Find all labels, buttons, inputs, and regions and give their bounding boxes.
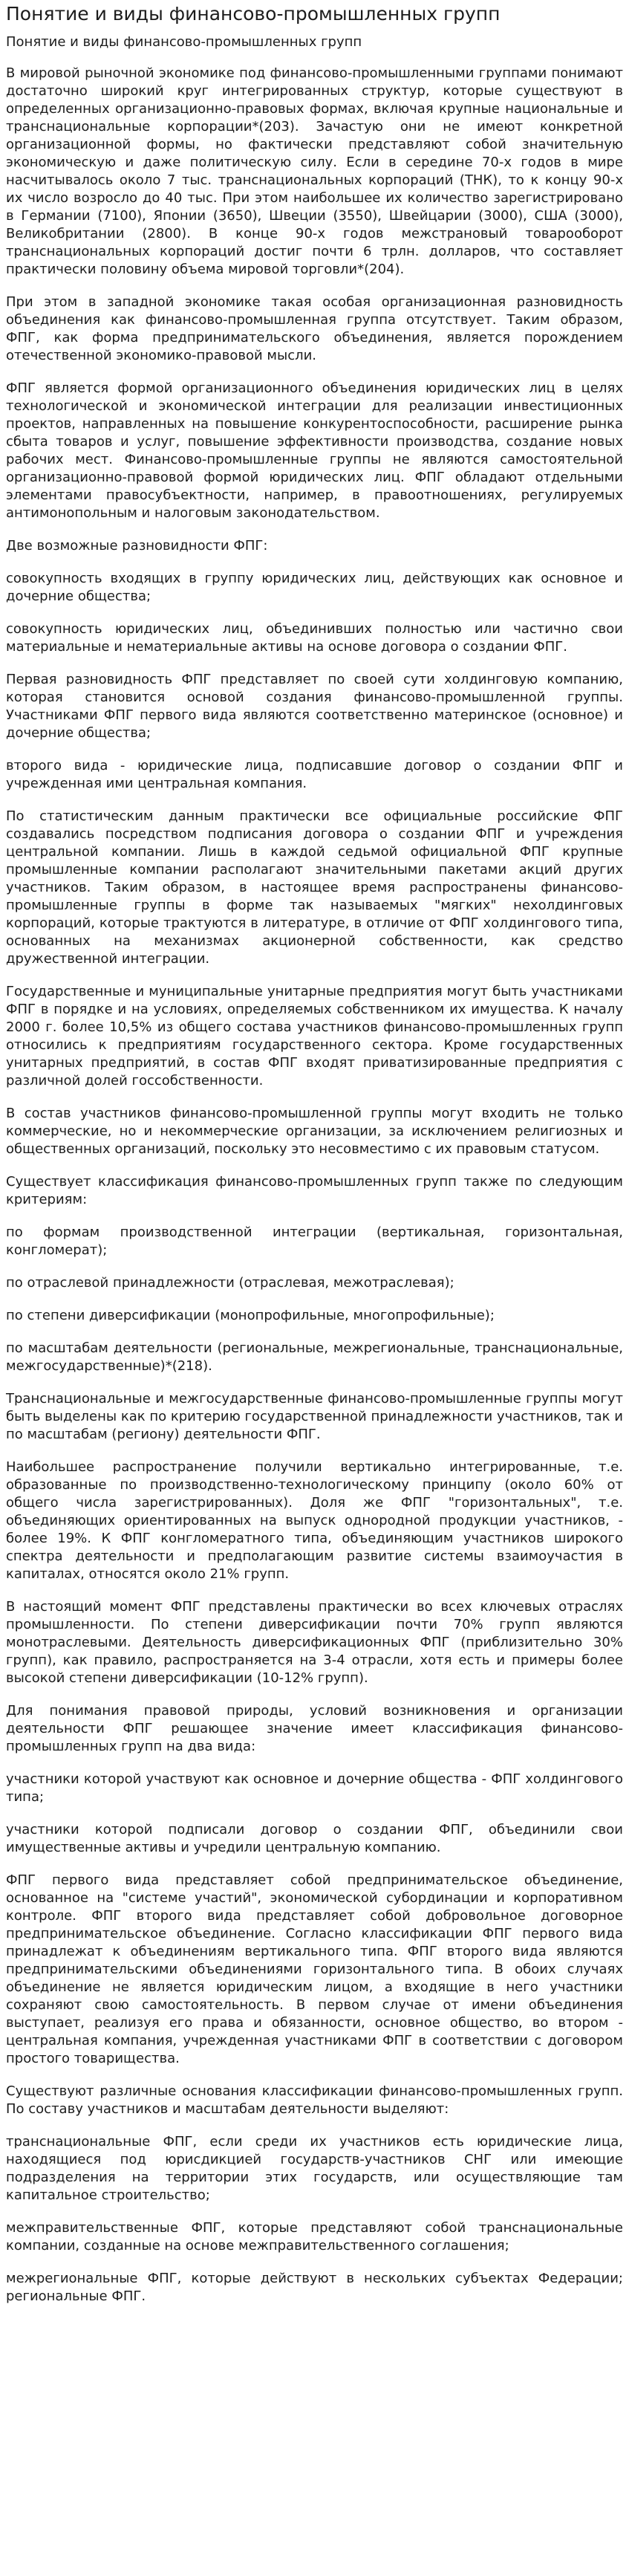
paragraph: Транснациональные и межгосударственные финансово-промышленные группы могут быть выделены как по критерию государственной принадлежности участников, так и по масштабам (региону) деятельности ФПГ. (6, 1391, 623, 1442)
paragraph: В состав участников финансово-промышленной группы могут входить не только коммерческие, но и некоммерческие организации, за исключением религиозных и общественных организаций, поскольку это несовместимо с их правовым статусом. (6, 1106, 623, 1157)
paragraph: Для понимания правовой природы, условий возникновения и организации деятельности ФПГ решающее значение имеет классификация финансово-промышленных групп на два вида: (6, 1703, 623, 1754)
paragraph: ФПГ является формой организационного объединения юридических лиц в целях технологической и экономической интеграции для реализации инвестиционных проектов, направленных на повышение конкурентоспособности, расширение рынка сбыта товаров и услуг, повышение эффективности производства, создание новых рабочих мест. Финансово-промышленные группы не являются самостоятельной организационно-правовой формой юридических лиц. ФПГ обладают отдельными элементами правосубъектности, например, в правоотношениях, регулируемых антимонопольным и налоговым законодательством. (6, 380, 623, 521)
paragraph-intro: В мировой рыночной экономике под финансово-промышленными группами понимают достаточно широкий круг интегрированных структур, которые существуют в определенных организационно-правовых формах, включая крупные национальные и транснациональные корпорации*(203). Зачастую они не имеют конкретной организационной формы, но фактически представляют собой значительную экономическую и даже политическую силу. Если в середине 70-х годов в мире насчитывалось около 7 тыс. транснациональных корпораций (ТНК), то к концу 90-х их число возросло до 40 тыс. При этом наибольшее их количество зарегистрировано в Германии (7100), Японии (3650), Швеции (3550), Швейцарии (3000), США (3000), Великобритании (2800). В конце 90-х годов межстрановый товарооборот транснациональных корпораций достиг почти 6 трлн. долларов, что составляет практически половину объема мировой торговли*(204). (6, 65, 623, 277)
paragraph: Две возможные разновидности ФПГ: (6, 538, 268, 554)
list-item: транснациональные ФПГ, если среди их участников есть юридические лица, находящиеся под юрисдикцией государств-участников СНГ или имеющие подразделения на территории этих государств, или осуществляющие там капитальное строительство; (6, 2134, 623, 2203)
paragraph: Существуют различные основания классификации финансово-промышленных групп. По составу участников и масштабам деятельности выделяют: (6, 2083, 623, 2117)
paragraph: Первая разновидность ФПГ представляет по своей сути холдинговую компанию, которая становится основой создания финансово-промышленной группы. Участниками ФПГ первого вида являются соответственно материнское (основное) и дочерние общества; (6, 672, 623, 741)
list-item: по отраслевой принадлежности (отраслевая, межотраслевая); (6, 1275, 454, 1291)
list-item: совокупность входящих в группу юридических лиц, действующих как основное и дочерние общества; (6, 571, 623, 604)
list-item: участники которой подписали договор о создании ФПГ, объединили свои имущественные активы и учредили центральную компанию. (6, 1822, 623, 1855)
paragraph: По статистическим данным практически все официальные российские ФПГ создавались посредством подписания договора о создании ФПГ и учреждения центральной компании. Лишь в каждой седьмой официальной ФПГ крупные промышленные компании располагают значительными пакетами акций других участников. Таким образом, в настоящее время распространены финансово-промышленные группы в форме так называемых "мягких" нехолдинговых корпораций, которые трактуются в литературе, в отличие от ФПГ холдингового типа, основанных на механизмах акционерной собственности, как средство дружественной интеграции. (6, 808, 623, 967)
page-title: Понятие и виды финансово-промышленных групп (6, 3, 501, 25)
paragraph: ФПГ первого вида представляет собой предпринимательское объединение, основанное на "системе участий", экономической субординации и корпоративном контроле. ФПГ второго вида представляет собой добровольное договорное предпринимательское объединение. Согласно классификации ФПГ первого вида принадлежат к объединениям вертикального типа. ФПГ второго вида являются предпринимательскими объединениями горизонтального типа. В обоих случаях объединение не является юридическим лицом, а входящие в него участники сохраняют свою самостоятельность. В первом случае от имени объединения выступает, реализуя его права и обязанности, основное общество, во втором - центральная компания, учрежденная участниками ФПГ в соответствии с договором простого товарищества. (6, 1872, 623, 2066)
list-item: межправительственные ФПГ, которые представляют собой транснациональные компании, созданные на основе межправительственного соглашения; (6, 2220, 623, 2254)
paragraph: В настоящий момент ФПГ представлены практически во всех ключевых отраслях промышленности. По степени диверсификации почти 70% групп являются монотраслевыми. Деятельность диверсификационных ФПГ (приблизительно 30% групп), как правило, распространяется на 3-4 отрасли, хотя есть и примеры более высокой степени диверсификации (10-12% групп). (6, 1599, 623, 1686)
list-item: совокупность юридических лиц, объединивших полностью или частично свои материальные и нематериальные активы на основе договора о создании ФПГ. (6, 621, 623, 655)
list-item: по степени диверсификации (монопрофильные, многопрофильные); (6, 1308, 495, 1323)
article-body (6, 65, 623, 2306)
paragraph: При этом в западной экономике такая особая организационная разновидность объединения как финансово-промышленная группа отсутствует. Таким образом, ФПГ, как форма предпринимательского объединения, является порождением отечественной экономико-правовой мысли. (6, 294, 623, 363)
list-item: по формам производственной интеграции (вертикальная, горизонтальная, конгломерат); (6, 1224, 623, 1258)
paragraph: Существует классификация финансово-промышленных групп также по следующим критериям: (6, 1174, 623, 1207)
list-item: межрегиональные ФПГ, которые действуют в нескольких субъектах Федерации; региональные ФПГ. (6, 2271, 623, 2304)
page-subtitle: Понятие и виды финансово-промышленных групп (6, 34, 362, 50)
paragraph: Государственные и муниципальные унитарные предприятия могут быть участниками ФПГ в порядке и на условиях, определяемых собственником их имущества. К началу 2000 г. более 10,5% из общего состава участников финансово-промышленных групп относились к предприятиям государственного сектора. Кроме государственных унитарных предприятий, в состав ФПГ входят приватизированные предприятия с различной долей госсобственности. (6, 984, 623, 1089)
paragraph: второго вида - юридические лица, подписавшие договор о создании ФПГ и учрежденная ими центральная компания. (6, 758, 623, 791)
paragraph: Наибольшее распространение получили вертикально интегрированные, т.е. образованные по производственно-технологическому принципу (около 60% от общего числа зарегистрированных). Доля же ФПГ "горизонтальных", т.е. объединяющих ориентированных на выпуск однородной продукции участников, - более 19%. К ФПГ конгломератного типа, объединяющим участников широкого спектра деятельности и предполагающим развитие системы взаимоучастия в капиталах, относятся около 21% групп. (6, 1459, 623, 1582)
list-item: по масштабам деятельности (региональные, межрегиональные, транснациональные, межгосударственные)*(218). (6, 1340, 623, 1374)
list-item: участники которой участвуют как основное и дочерние общества - ФПГ холдингового типа; (6, 1771, 623, 1805)
